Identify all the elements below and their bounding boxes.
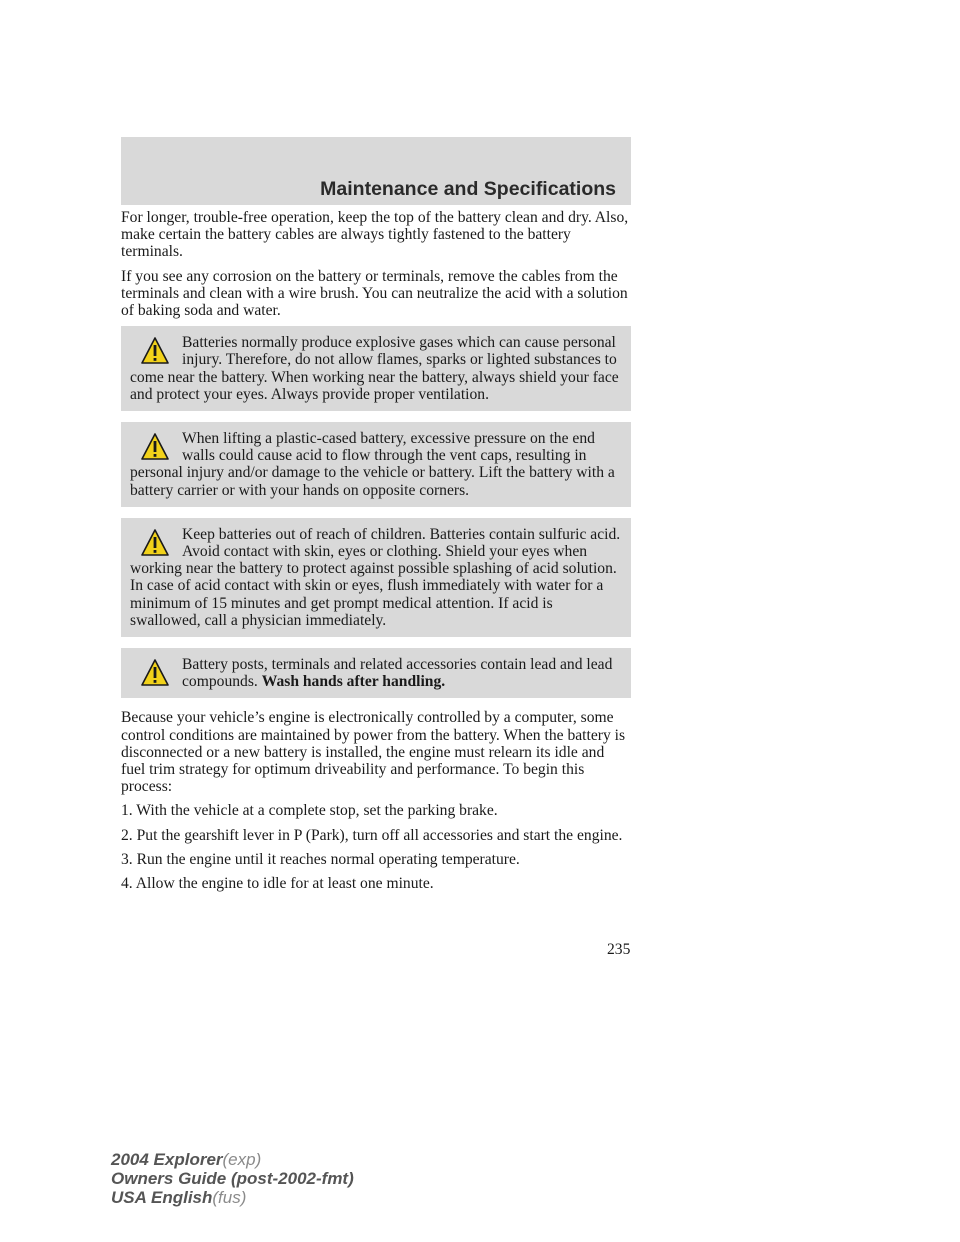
warning-text: Keep batteries out of reach of children. Batteries contain sulfuric acid. Avoid contact with skin, eyes or clothing. Shield your eyes when working near the battery to protect against possible splashing of acid solution. In case of acid contact with skin or eyes, flush immediately with water for a minimum of 15 minutes and get prompt medical attention. If acid is swallowed, call a physician immediately.	[130, 525, 621, 629]
warning-box	[121, 518, 631, 637]
warning-box	[121, 648, 631, 698]
step-item: 4. Allow the engine to idle for at least one minute.	[121, 875, 434, 893]
warning-triangle-icon	[140, 336, 170, 366]
intro-paragraph: If you see any corrosion on the battery or terminals, remove the cables from the terminals and clean with a wire brush. You can neutralize the acid with a solution of baking soda and water.	[121, 267, 628, 320]
footer-line-1	[111, 1150, 354, 1169]
warning-triangle-icon	[140, 658, 170, 688]
section-title: Maintenance and Specifications	[320, 178, 616, 200]
warning-triangle-icon	[140, 432, 170, 462]
warning-text	[130, 656, 623, 690]
footer-line-3	[111, 1188, 354, 1207]
page-number: 235	[607, 941, 631, 958]
header-band	[121, 137, 631, 205]
footer-language: USA English	[111, 1188, 213, 1207]
warning-text: Batteries normally produce explosive gases which can cause personal injury. Therefore, do not allow flames, sparks or lighted substances to come near the battery. When working near the battery, always shield your face and protect your eyes. Always provide proper ventilation.	[130, 334, 619, 403]
warning-text-plain: Battery posts, terminals and related accessories contain lead and lead compounds.	[182, 656, 613, 691]
step-item: 1. With the vehicle at a complete stop, set the parking brake.	[121, 802, 498, 820]
intro-paragraph: For longer, trouble-free operation, keep the top of the battery clean and dry. Also, make certain the battery cables are always tightly fastened to the battery terminals.	[121, 209, 629, 261]
footer-language-code: (fus)	[212, 1188, 247, 1207]
warning-text: When lifting a plastic-cased battery, excessive pressure on the end walls could cause acid to flow through the vent caps, resulting in personal injury and/or damage to the vehicle or battery. Lift the battery with a battery carrier or with your hands on opposite corners.	[130, 430, 615, 499]
warning-box	[121, 326, 631, 411]
footer-model: 2004 Explorer	[111, 1150, 223, 1169]
footer	[111, 1150, 354, 1207]
footer-line-2: Owners Guide (post-2002-fmt)	[111, 1169, 354, 1188]
step-item: 3. Run the engine until it reaches normal operating temperature.	[121, 850, 520, 868]
step-item: 2. Put the gearshift lever in P (Park), turn off all accessories and start the engine.	[121, 826, 623, 844]
footer-model-code: (exp)	[222, 1150, 262, 1169]
body-paragraph: Because your vehicle’s engine is electronically controlled by a computer, some control conditions are maintained by power from the battery. When the battery is disconnected or a new battery is installed, the engine must relearn its idle and fuel trim strategy for optimum driveability and performance. To begin this process:	[121, 709, 626, 796]
warning-text-bold: Wash hands after handling.	[261, 673, 446, 691]
warning-box	[121, 422, 631, 507]
page-content	[121, 209, 631, 899]
steps-list	[121, 802, 631, 892]
warning-triangle-icon	[140, 528, 170, 558]
